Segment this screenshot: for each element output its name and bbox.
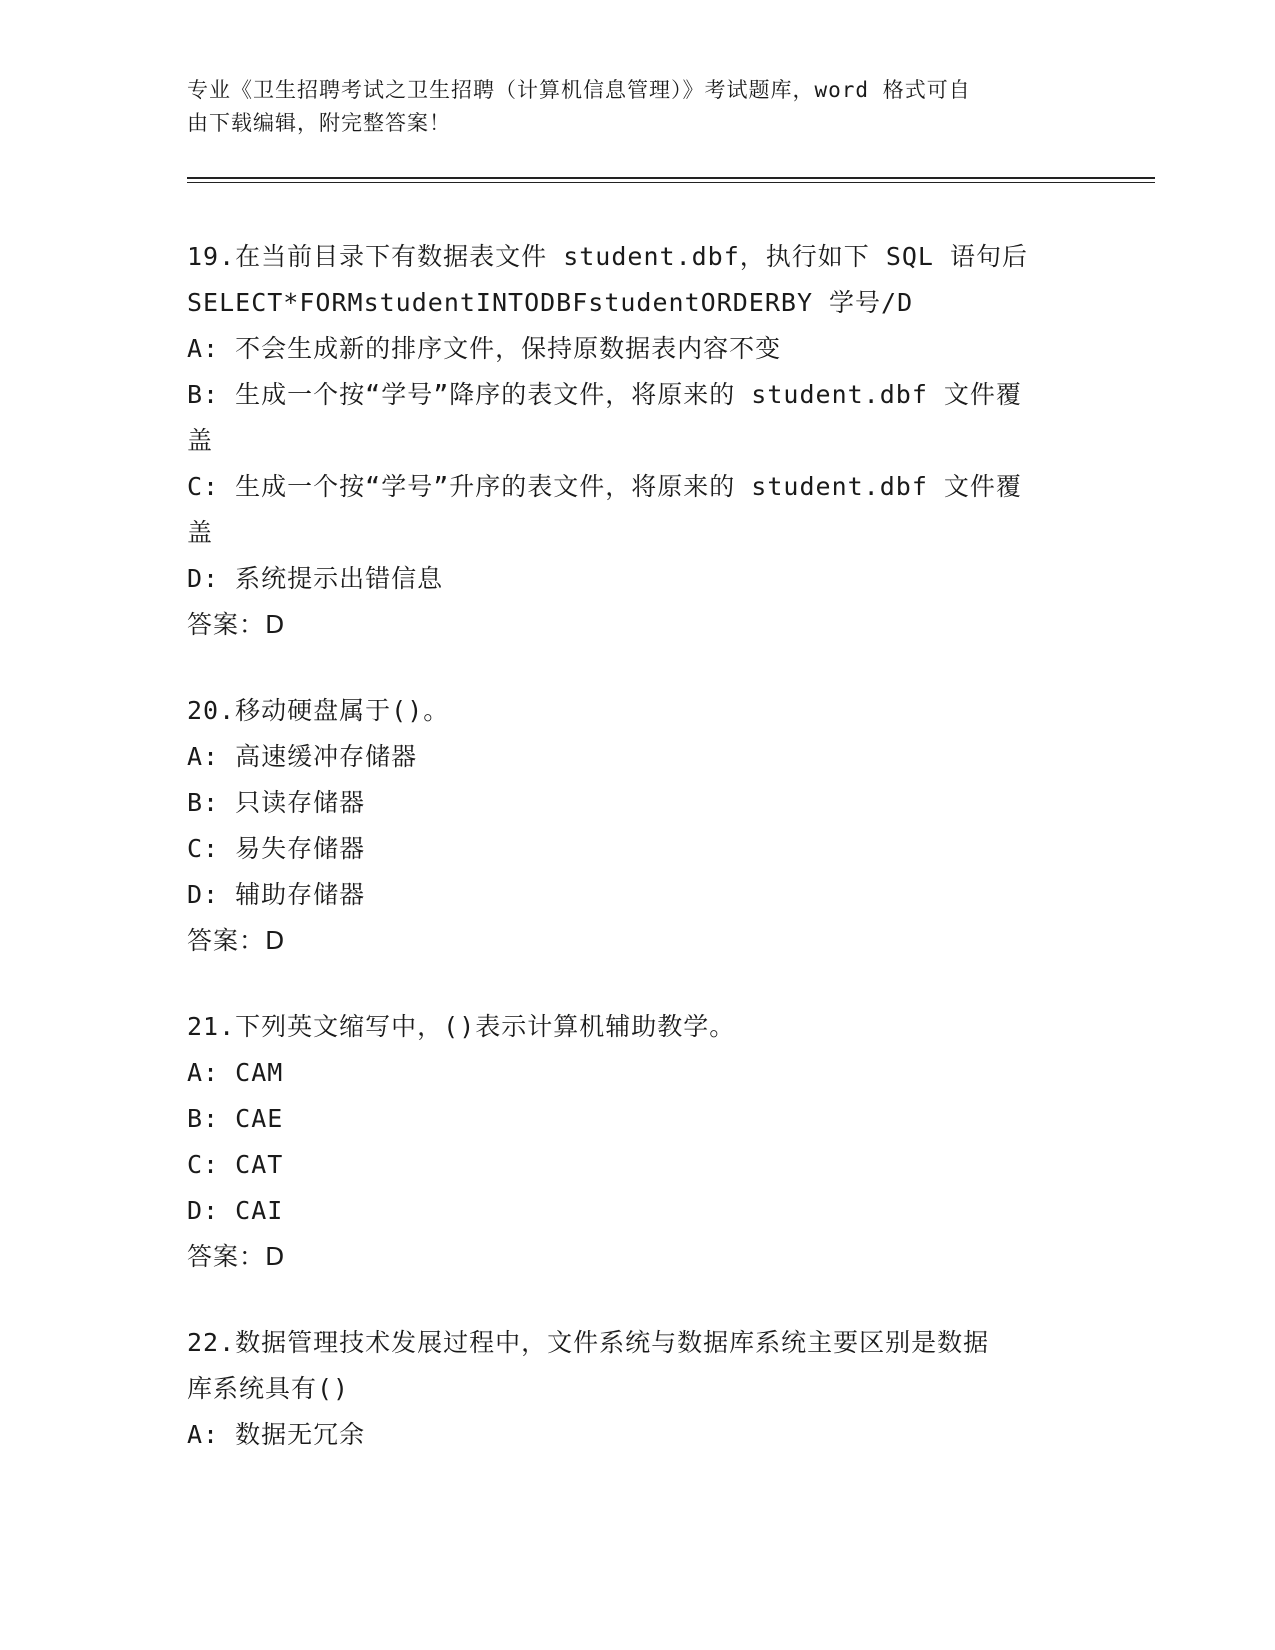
answer-key: 答案：D xyxy=(187,926,286,955)
answer-option: B: 只读存储器 xyxy=(187,788,366,817)
question-list xyxy=(187,234,1087,1498)
answer-option: B: 生成一个按“学号”降序的表文件，将原来的 student.dbf 文件覆 xyxy=(187,380,1022,409)
question-stem: 20.移动硬盘属于()。 xyxy=(187,696,450,725)
answer-option: 盖 xyxy=(187,426,214,455)
answer-option: C: CAT xyxy=(187,1150,284,1179)
answer-option: D: 辅助存储器 xyxy=(187,880,366,909)
answer-option: D: CAI xyxy=(187,1196,284,1225)
answer-key: 答案：D xyxy=(187,610,286,639)
header-line-2: 由下载编辑，附完整答案！ xyxy=(187,111,451,135)
question-stem: 21.下列英文缩写中，()表示计算机辅助教学。 xyxy=(187,1012,736,1041)
question-block xyxy=(187,1004,1087,1280)
question-block xyxy=(187,234,1087,648)
answer-option: 盖 xyxy=(187,518,214,547)
answer-option: A: 高速缓冲存储器 xyxy=(187,742,418,771)
answer-option: D: 系统提示出错信息 xyxy=(187,564,444,593)
answer-option: B: CAE xyxy=(187,1104,284,1133)
header-divider xyxy=(187,177,1155,183)
answer-option: A: 数据无冗余 xyxy=(187,1420,366,1449)
question-stem: SELECT*FORMstudentINTODBFstudentORDERBY 学号/D xyxy=(187,288,914,317)
header-line-1: 专业《卫生招聘考试之卫生招聘（计算机信息管理）》考试题库，word 格式可自 xyxy=(187,78,971,102)
question-stem: 22.数据管理技术发展过程中，文件系统与数据库系统主要区别是数据 xyxy=(187,1328,990,1357)
question-stem: 库系统具有() xyxy=(187,1374,350,1403)
document-header xyxy=(187,74,1087,140)
answer-key: 答案：D xyxy=(187,1242,286,1271)
answer-option: C: 易失存储器 xyxy=(187,834,366,863)
question-stem: 19.在当前目录下有数据表文件 student.dbf，执行如下 SQL 语句后 xyxy=(187,242,1029,271)
answer-option: A: CAM xyxy=(187,1058,284,1087)
answer-option: C: 生成一个按“学号”升序的表文件，将原来的 student.dbf 文件覆 xyxy=(187,472,1022,501)
question-block xyxy=(187,1320,1087,1458)
answer-option: A: 不会生成新的排序文件，保持原数据表内容不变 xyxy=(187,334,782,363)
question-block xyxy=(187,688,1087,964)
